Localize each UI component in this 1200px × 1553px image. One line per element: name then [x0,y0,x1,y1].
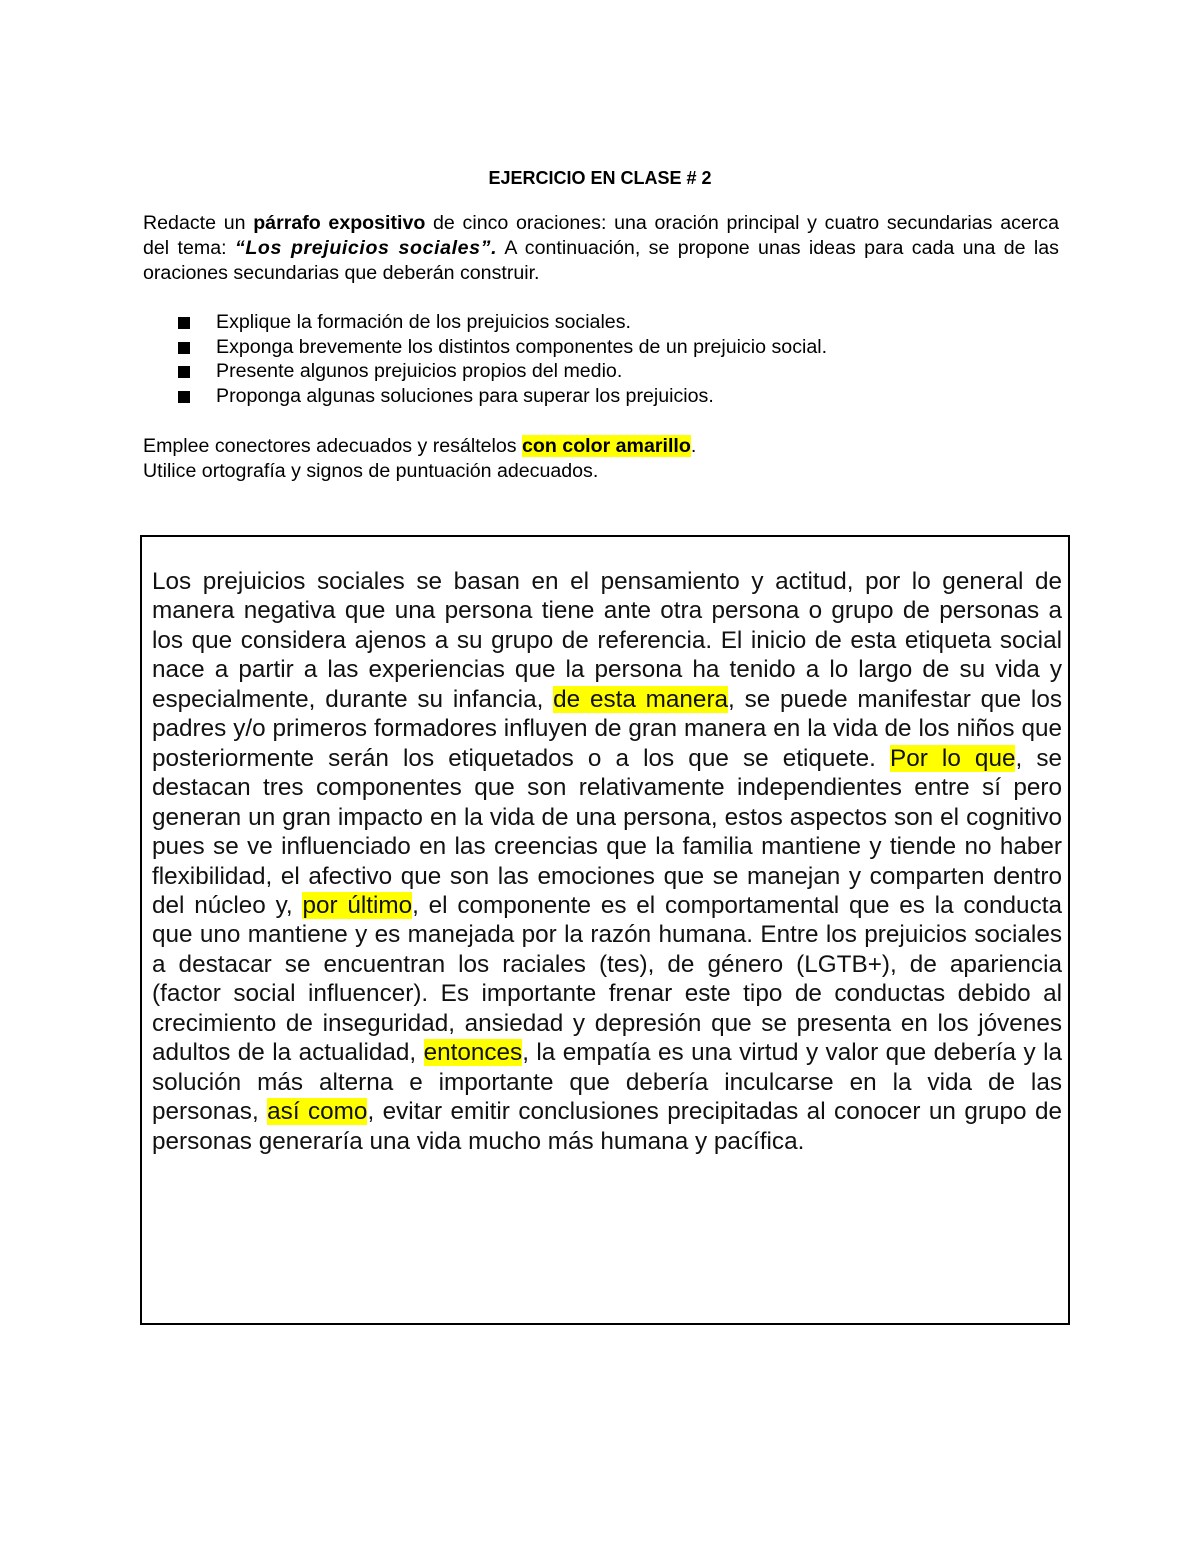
list-item [178,335,827,360]
square-bullet-icon [178,391,190,403]
answer-text: , el componente es el comportamental que es la conducta que uno mantiene y es manejada por la razón humana. Entre los prejuicios sociales a destacar se encuentran los raciales (tes), de género (LGTB+), de apariencia (factor social influencer). Es importante frenar este tipo de conductas debido al crecimiento de inseguridad, ansiedad y depresión que se presenta en los jóvenes adultos de la actualidad, [152,891,1062,1067]
answer-text: , evitar emitir conclusiones precipitadas al conocer un grupo de personas generaría una vida mucho más humana y pacífica. [152,1098,1063,1155]
list-item-text: Explique la formación de los prejuicios sociales. [216,311,631,333]
list-item [178,359,827,384]
answer-text: , se destacan tres componentes que son relativamente independientes entre sí pero generan un gran impacto en la vida de una persona, estos aspectos son el cognitivo pues se ve influenciado en las creencias que la familia mantiene y tiende no haber flexibilidad, el afectivo que son las emociones que se manejan y comparten dentro del núcleo y, [152,744,1062,919]
highlighted-connector: así como [267,1098,368,1126]
highlighted-connector: de esta manera [553,685,729,713]
highlighted-connector: Por lo que [890,744,1016,772]
instructions-paragraph [143,211,1059,286]
square-bullet-icon [178,342,190,354]
list-item [178,310,827,335]
exercise-title: EJERCICIO EN CLASE # 2 [488,168,712,188]
intro-text: Redacte un [143,212,254,234]
instruction-text: . [690,435,697,457]
answer-paragraph [152,567,1062,1156]
instruction-line [143,434,696,459]
intro-bold-term: párrafo expositivo [253,212,426,234]
list-item [178,384,827,409]
intro-text: A continuación, se propone unas ideas para cada una de las oraciones secundarias que deberán construir. [143,237,1059,284]
instruction-line: Utilice ortografía y signos de puntuación adecuados. [143,460,599,482]
highlighted-instruction: con color amarillo [522,435,691,457]
square-bullet-icon [178,317,190,329]
intro-text: de cinco oraciones: una oración principal y cuatro secundarias acerca del tema: [143,212,1059,259]
list-item-text: Presente algunos prejuicios propios del medio. [216,360,623,382]
intro-topic: “Los prejuicios sociales”. [234,237,498,259]
instruction-text: Emplee conectores adecuados y resáltelos [143,435,523,457]
additional-instructions [143,434,696,484]
list-item-text: Proponga algunas soluciones para superar los prejuicios. [216,384,714,407]
answer-text: , se puede manifestar que los padres y/o primeros formadores influyen de gran manera en la vida de los niños que posteriormente serán los etiquetados o a los que se etiquete. [152,685,1062,772]
highlighted-connector: por último [302,891,413,919]
answer-text: , la empatía es una virtud y valor que debería y la solución más alterna e importante que debería inculcarse en la vida de las personas, [152,1039,1062,1126]
list-item-text: Exponga brevemente los distintos componentes de un prejuicio social. [216,335,828,358]
square-bullet-icon [178,366,190,378]
idea-list [178,310,827,408]
answer-text: Los prejuicios sociales se basan en el pensamiento y actitud, por lo general de manera negativa que una persona tiene ante otra persona o grupo de personas a los que considera ajenos a su grupo de referencia. El inicio de esta etiqueta social nace a partir a las experiencias que la persona ha tenido a lo largo de su vida y especialmente, durante su infancia, [152,568,1062,713]
highlighted-connector: entonces [423,1039,523,1067]
